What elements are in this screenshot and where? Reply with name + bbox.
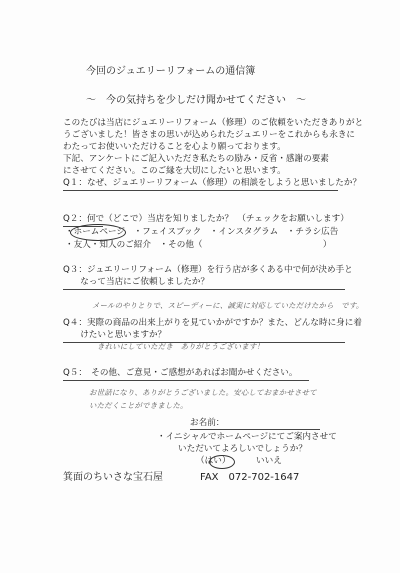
q2-options-row-2: ・友人・知人のご紹介 ・その他（ ） (65, 240, 332, 250)
yes-option: はい (204, 456, 222, 466)
selected-option-circle (70, 224, 126, 241)
q2-label: Q２：何で（どこで）当店を知りましたか？ （チェックをお願いします） (63, 214, 349, 224)
intro-line-4: 下記、アンケートにご記入いただき私たちの励み・反省・感謝の要素 (63, 154, 329, 164)
q4-handwritten-answer: きれいにしていただき ありがとうございます！ (97, 342, 264, 351)
yes-selected-circle (209, 455, 235, 469)
q5-handwritten-answer-line-1: お世話になり、ありがとうございました。安心しておまかせさせて (89, 388, 317, 397)
intro-line-1: このたびは当店にジュエリーリフォーム（修理）のご依頼をいただきありがと (63, 118, 364, 128)
intro-line-3: わたってお使いいただけることを心より願っております。 (63, 142, 286, 152)
initial-permission-line-1: ・イニシャルでホームページにてご案内させて (157, 432, 337, 442)
q3-handwritten-answer: メールのやりとりで、スピーディーに、誠実に対応していただけたから です。 (92, 301, 364, 310)
q1-label: Q１：なぜ、ジュエリーリフォーム（修理）の相談をしようと思いましたか？ (63, 178, 362, 188)
q5-label: Q５： その他、ご意見・ご感想があればお聞かせください。 (63, 368, 298, 378)
intro-line-5: にさせてください。このご縁を大切にしたいと思います。 (63, 166, 286, 176)
q3-label-line-2: なって当店にご依頼しましたか？ (63, 277, 210, 287)
initial-permission-line-2: いただいてよろしいでしょうか？ (178, 444, 307, 454)
fax-number: FAX 072-702-1647 (200, 472, 300, 483)
q3-underline (63, 289, 345, 290)
q4-label-line-2: けたいと思いますか？ (63, 330, 167, 340)
q5-handwritten-answer-line-2: いただくことができました。 (89, 401, 188, 410)
yes-bracket-close: ） (221, 456, 231, 466)
no-option: いいえ (256, 456, 282, 466)
intro-line-2: うございました！皆さまの思いが込められたジュエリーをこれからも永きに (63, 130, 356, 140)
survey-title: 今回のジュエリーリフォームの通信簿 (86, 66, 256, 77)
survey-subtitle: ～ 今の気持ちを少しだけ聞かせてください ～ (86, 95, 306, 106)
q5-underline (63, 380, 309, 381)
name-label: お名前： (190, 418, 225, 428)
q3-label-line-1: Q３：ジュエリーリフォーム（修理）を行う店が多くある中で何が決め手と (63, 265, 353, 275)
yes-bracket-open: （ (196, 456, 205, 466)
shop-name: 箕面のちいさな宝石屋 (63, 472, 163, 483)
q1-underline (63, 190, 338, 191)
q4-label-line-1: Q４：実際の商品の出来上がりを見ていかがですか？また、どんな時に身に着 (63, 318, 362, 328)
q2-options-row-1: ・ホームページ ・フェイスブック ・インスタグラム ・チラシ広告 (65, 227, 339, 237)
name-underline (190, 429, 320, 430)
